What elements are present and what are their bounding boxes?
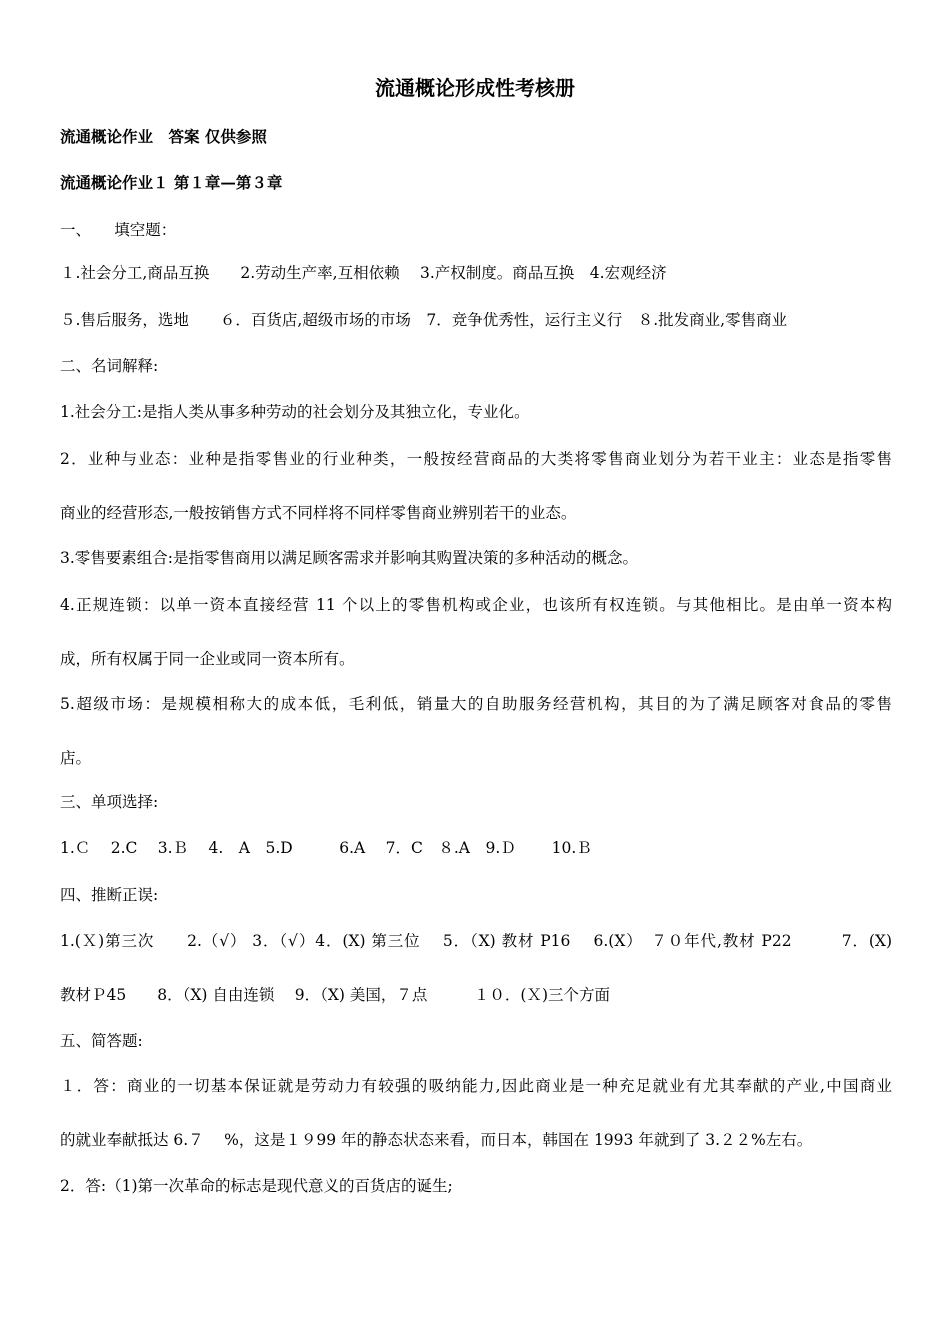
- true-false-answers-2: 教材Ｐ45 8．（X) 自由连锁 9．（X) 美国，７点 １０．(Ｘ)三个方面: [60, 986, 610, 1004]
- assignment-heading: 流通概论作业１ 第１章—第３章: [60, 173, 283, 192]
- fill-blank-answers-1: １.社会分工,商品互换 2.劳动生产率,互相依赖 3.产权制度。商品互换 4.宏观经济: [60, 264, 667, 282]
- single-choice-answers: 1.Ｃ 2.C 3.Ｂ 4. A 5.D 6.A 7．C ８.A 9.Ｄ 10.Ｂ: [60, 839, 592, 857]
- term-4-line-2: 成，所有权属于同一企业或同一资本所有。: [60, 650, 355, 668]
- answer-heading: 流通概论作业 答案 仅供参照: [60, 127, 267, 146]
- fill-blank-answers-2: ５.售后服务，选地 ６．百货店,超级市场的市场 7．竞争优秀性，运行主义行 ８.批发商业,零售商业: [60, 311, 788, 329]
- section-short-answer-heading: 五、简答题:: [60, 1032, 143, 1050]
- short-answer-1-line-1: １．答：商业的一切基本保证就是劳动力有较强的吸纳能力,因此商业是一种充足就业有尤其奉献的产业,中国商业: [60, 1077, 892, 1095]
- term-2-line-2: 商业的经营形态,一般按销售方式不同样将不同样零售商业辨别若干的业态。: [60, 504, 577, 522]
- short-answer-1-line-2: 的就业奉献抵达 6.７ %，这是１９99 年的静态状态来看，而日本，韩国在 1993 年就到了 3.２２%左右。: [60, 1131, 813, 1149]
- section-fill-blank-heading: 一、 填空题：: [60, 221, 177, 239]
- term-4-line-1: 4.正规连锁：以单一资本直接经营 11 个以上的零售机构或企业，也该所有权连锁。与其他相比。是由单一资本构: [60, 596, 892, 614]
- true-false-answers-1: 1.(Ｘ)第三次 2.（√） 3．（√）4．(X) 第三位 5．（X) 教材 P16 6.(X） ７０年代,教材 P22 7．(X): [60, 932, 892, 950]
- term-1: 1.社会分工:是指人类从事多种劳动的社会划分及其独立化，专业化。: [60, 403, 530, 421]
- term-2-line-1: 2．业种与业态：业种是指零售业的行业种类，一般按经营商品的大类将零售商业划分为若干业主：业态是指零售: [60, 450, 892, 468]
- section-term-explanation-heading: 二、名词解释:: [60, 357, 159, 375]
- term-5-line-1: 5.超级市场：是规模相称大的成本低，毛利低，销量大的自助服务经营机构，其目的为了满足顾客对食品的零售: [60, 695, 892, 713]
- section-single-choice-heading: 三、单项选择:: [60, 793, 159, 811]
- short-answer-2-line-1: 2．答:（1)第一次革命的标志是现代意义的百货店的诞生;: [60, 1177, 453, 1195]
- term-3: 3.零售要素组合:是指零售商用以满足顾客需求并影响其购置决策的多种活动的概念。: [60, 549, 639, 567]
- section-true-false-heading: 四、推断正误:: [60, 886, 159, 904]
- document-title: 流通概论形成性考核册: [375, 76, 575, 100]
- term-5-line-2: 店。: [60, 749, 92, 767]
